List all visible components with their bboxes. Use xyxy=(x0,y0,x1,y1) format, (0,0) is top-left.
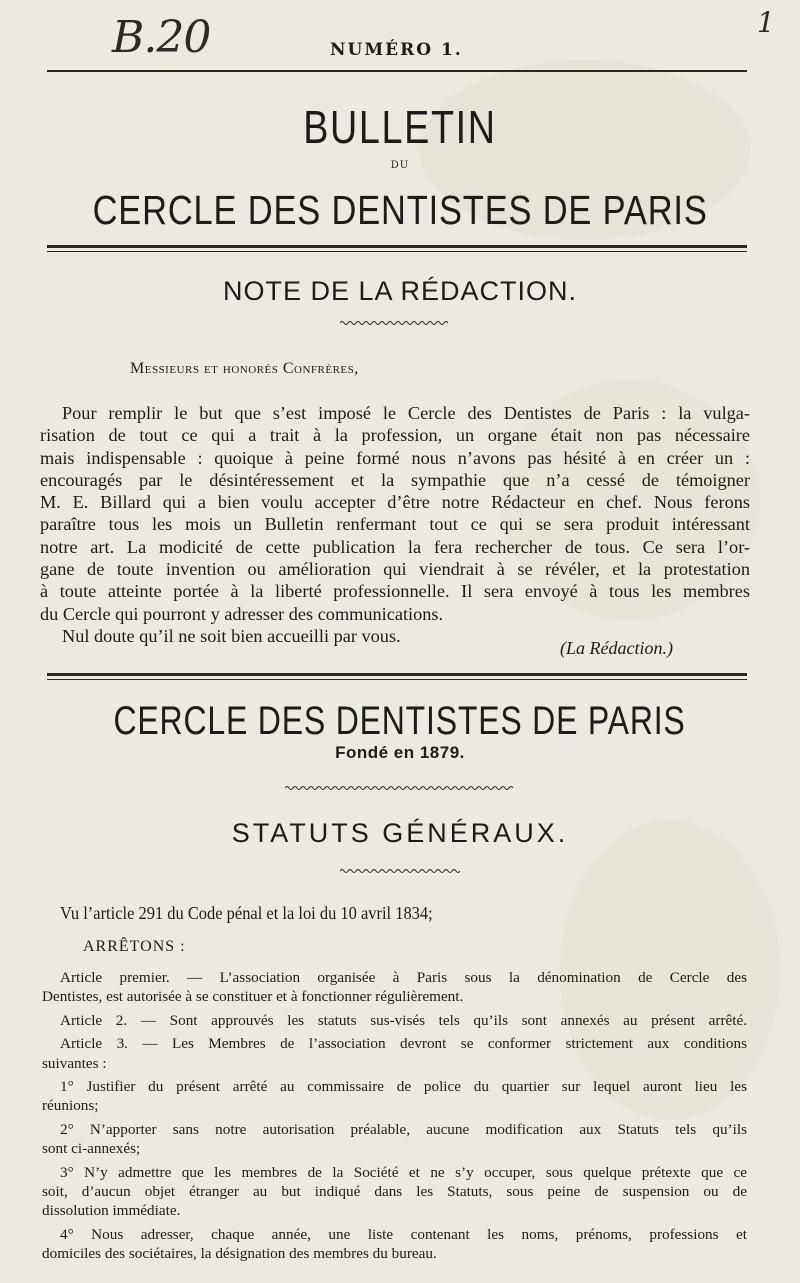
wavy-ornament xyxy=(340,320,450,326)
handwritten-page-number: 1 xyxy=(757,6,775,39)
salutation: Messieurs et honorés Confrères, xyxy=(130,360,359,377)
note-body xyxy=(40,402,750,647)
wavy-ornament xyxy=(340,868,460,874)
decree-line: 3° N’y admettre que les membres de la Société et ne s’y occuper, sous quelque prétexte que ce xyxy=(60,1163,747,1181)
note-line: du Cercle qui pourront y adresser des communications. xyxy=(40,603,444,624)
decree-line: soit, d’aucun objet étranger au but indiqué dans les Statuts, sous peine de suspension ou de xyxy=(42,1183,747,1201)
decree-line: Dentistes, est autorisée à se constituer et à fonctionner régulièrement. xyxy=(42,988,464,1006)
decree-preamble: Vu l’article 291 du Code pénal et la loi du 10 avril 1834; xyxy=(60,903,433,923)
decree-line: 4° Nous adresser, chaque année, une liste contenant les noms, prénoms, professions et xyxy=(60,1225,747,1243)
note-line: gane de toute invention ou amélioration qui viendrait à se révéler, et la protestation xyxy=(40,559,750,580)
decree-line: Article premier. — L’association organisée à Paris sous la dénomination de Cercle des xyxy=(60,969,747,986)
decree-line: Article 3. — Les Membres de l’association devront se conformer strictement aux conditions xyxy=(60,1035,747,1053)
note-line: mais indispensable : quoique à peine formé nous n’avons pas hésité à en créer un : xyxy=(40,447,750,468)
note-signature: (La Rédaction.) xyxy=(560,638,673,658)
statuts-heading: STATUTS GÉNÉRAUX. xyxy=(231,818,569,848)
double-rule-bottom xyxy=(47,679,747,680)
subtitle-wrap xyxy=(0,186,800,234)
note-heading: NOTE DE LA RÉDACTION. xyxy=(222,276,578,306)
founded-line: Fondé en 1879. xyxy=(335,743,465,762)
bulletin-subtitle: CERCLE DES DENTISTES DE PARIS xyxy=(92,187,708,233)
arretons-label: ARRÊTONS : xyxy=(83,938,186,955)
wavy-ornament xyxy=(285,785,515,791)
decree-line: domiciles des sociétaires, la désignation des membres du bureau. xyxy=(42,1245,437,1263)
double-rule-bottom xyxy=(47,251,747,252)
note-line: notre art. La modicité de cette publication la fera rechercher de tous. Ce sera l’or- xyxy=(40,536,750,557)
note-line: paraître tous les mois un Bulletin renfermant tout ce qui se sera produit intéressant xyxy=(40,514,750,535)
note-closing: Nul doute qu’il ne soit bien accueilli par vous. xyxy=(62,625,401,646)
double-rule-top xyxy=(47,245,747,248)
cercle-title-wrap xyxy=(0,698,800,744)
header-rule xyxy=(47,70,747,72)
note-line: à toute atteinte portée à la liberté professionnelle. Il sera envoyé à tous les membres xyxy=(40,581,750,602)
double-rule-top xyxy=(47,673,747,676)
decree-body xyxy=(42,968,747,1264)
decree-line: sont ci-annexés; xyxy=(42,1140,141,1158)
bulletin-title: BULLETIN xyxy=(303,101,497,153)
cercle-title: CERCLE DES DENTISTES DE PARIS xyxy=(113,699,687,743)
note-line: encouragés par le désintéressement et la sympathie que n’a cessé de témoigner xyxy=(40,469,750,490)
issue-number: NUMÉRO 1. xyxy=(330,40,463,60)
decree-line: réunions; xyxy=(42,1097,99,1115)
decree-line: Article 2. — Sont approuvés les statuts sus-visés tels qu’ils sont annexés au présent arrêté. xyxy=(60,1011,747,1029)
decree-line: dissolution immédiate. xyxy=(42,1202,181,1220)
bulletin-title-wrap xyxy=(0,100,800,154)
decree-line: suivantes : xyxy=(42,1054,107,1072)
du-label: DU xyxy=(390,160,410,171)
note-line: Pour remplir le but que s’est imposé le Cercle des Dentistes de Paris : la vulga- xyxy=(62,403,750,423)
decree-line: 2° N’apporter sans notre autorisation préalable, aucune modification aux Statuts tels qu’ils xyxy=(60,1120,747,1138)
note-line: M. E. Billard qui a bien voulu accepter d’être notre Rédacteur en chef. Nous ferons xyxy=(40,492,750,513)
decree-line: 1° Justifier du présent arrêté au commissaire de police du quartier sur lequel auront lieu les xyxy=(60,1078,747,1096)
note-line: risation de tout ce qui a trait à la profession, un organe était non pas nécessaire xyxy=(40,425,750,446)
handwritten-shelfmark: B.20 xyxy=(112,12,211,63)
